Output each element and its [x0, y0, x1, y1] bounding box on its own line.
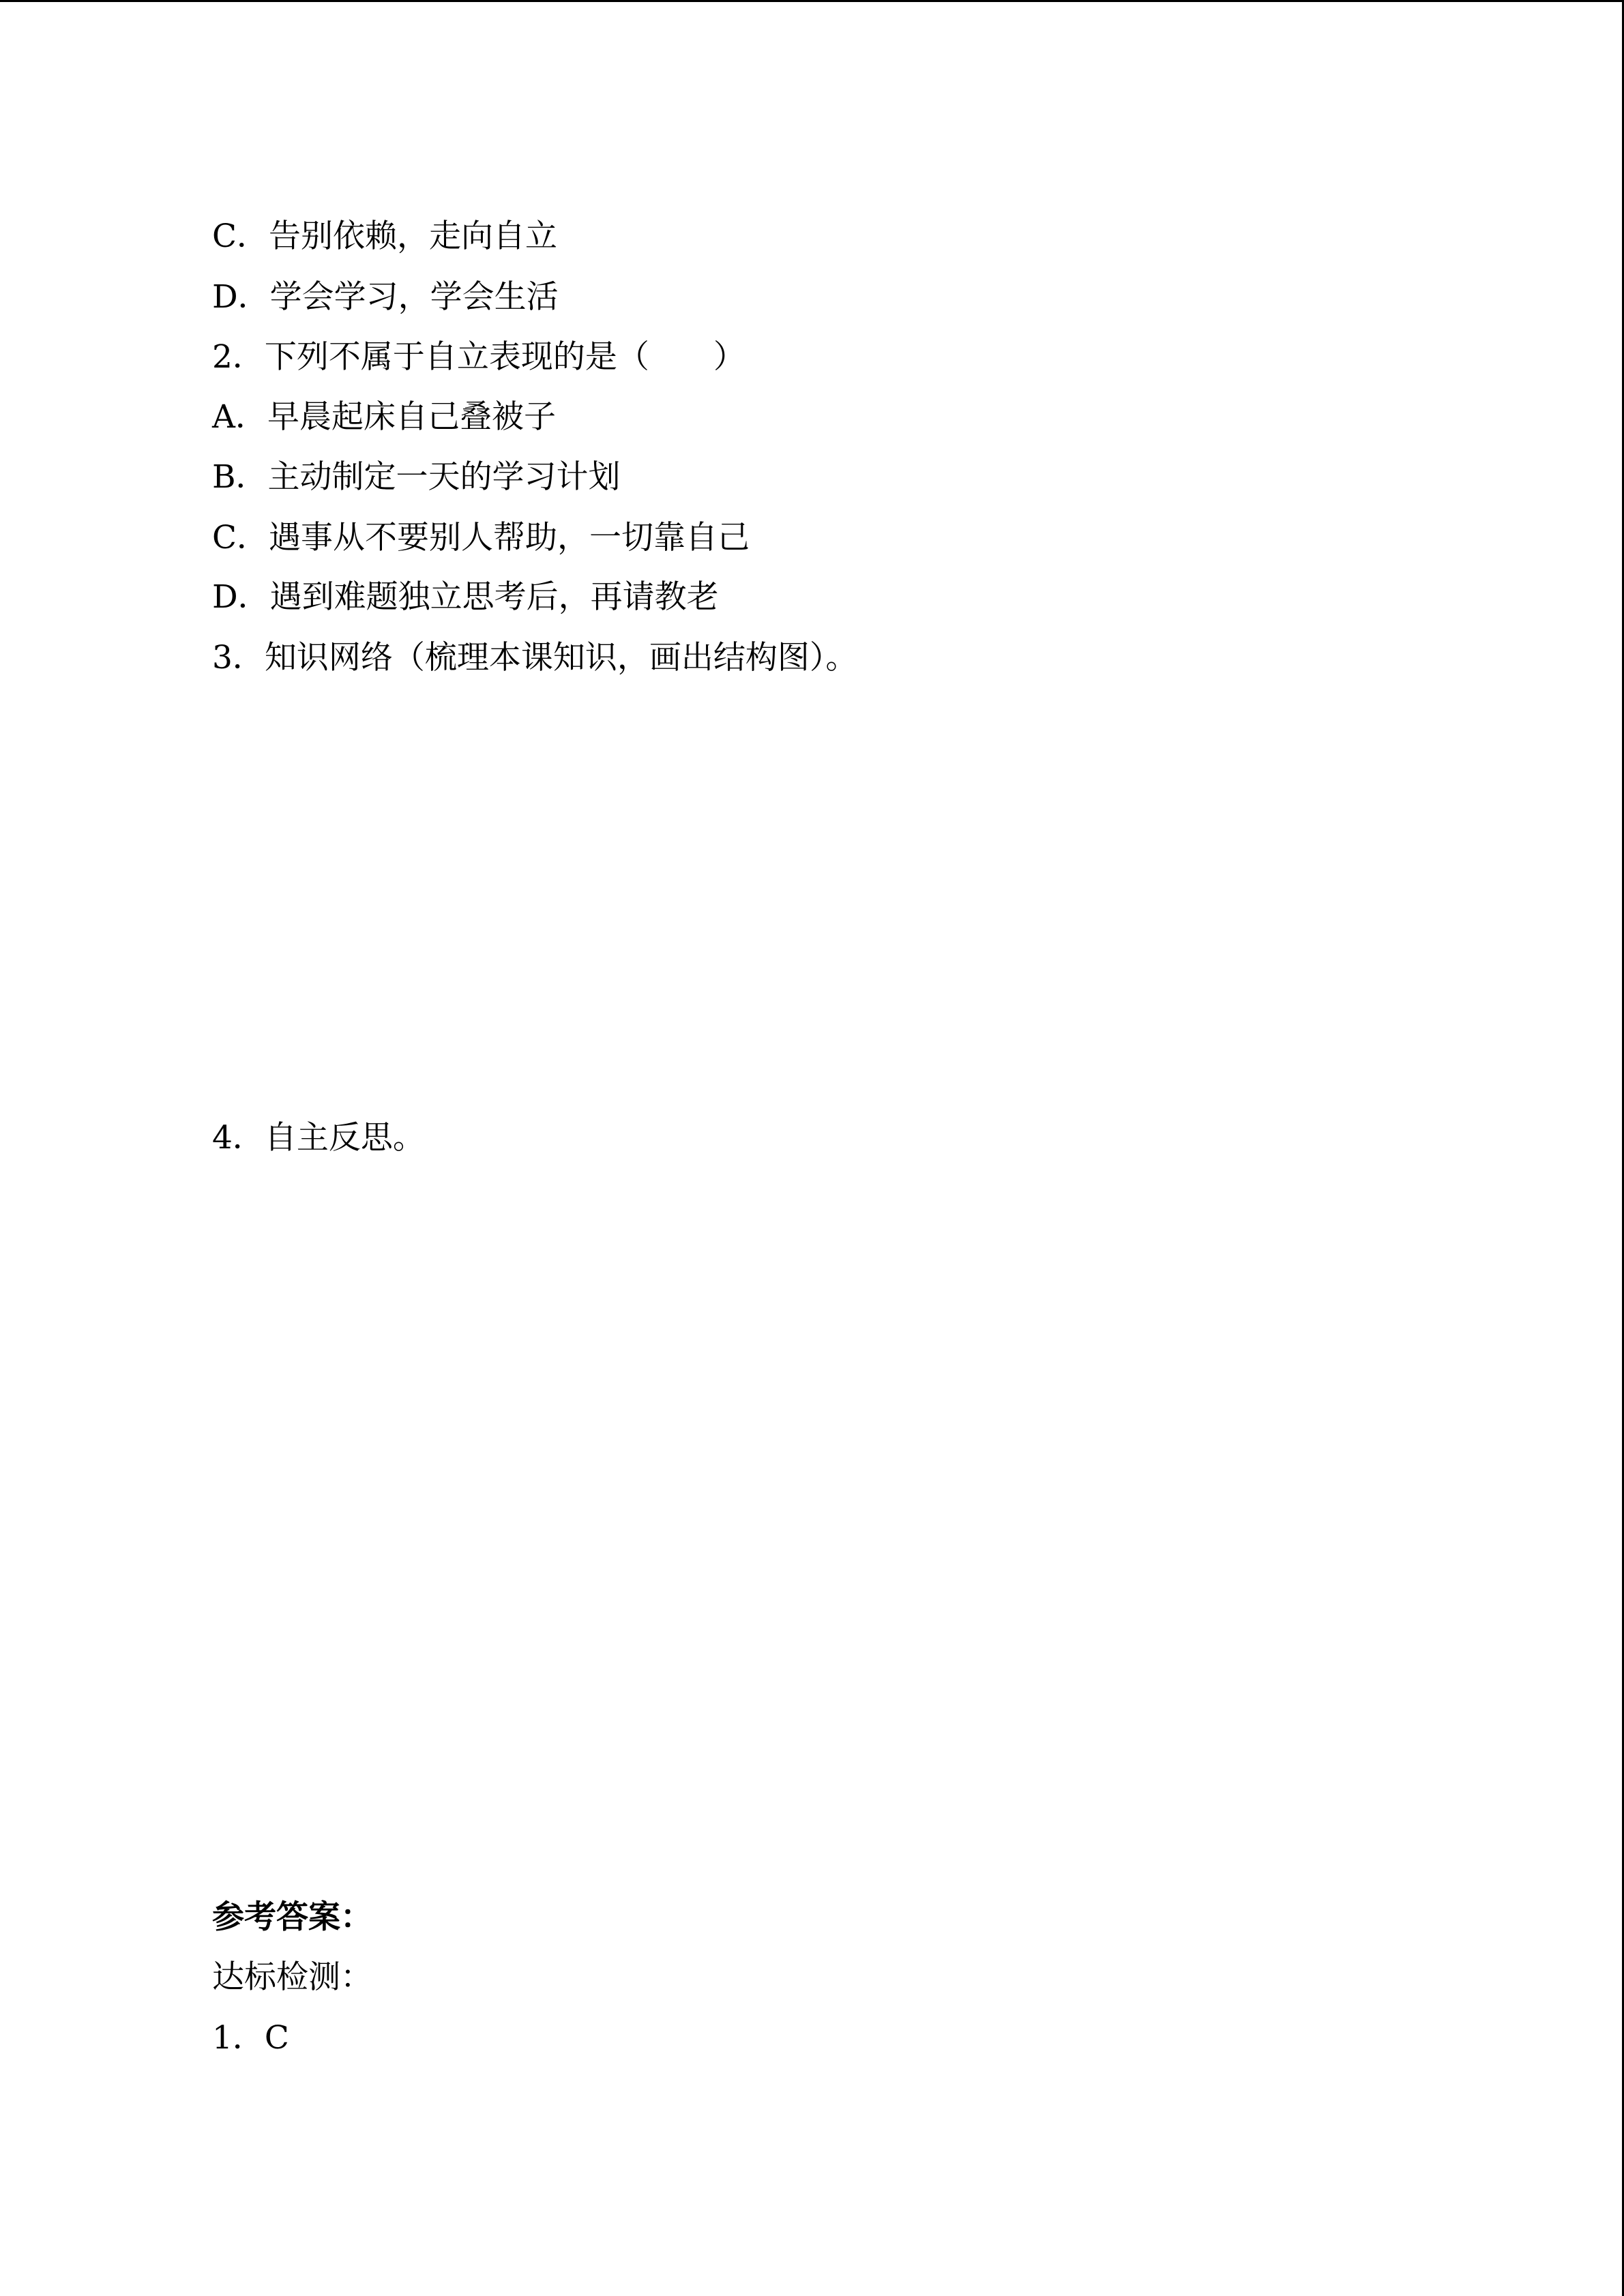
- option-b-q2: B．主动制定一天的学习计划: [212, 458, 621, 496]
- answer-key-heading: 参考答案：: [212, 1898, 372, 1936]
- option-c-q1: C．告别依赖，走向自立: [212, 218, 557, 255]
- self-reflection-answer-space: [212, 1172, 1413, 1888]
- question-2: 2．下列不属于自立表现的是（ ）: [212, 338, 745, 376]
- knowledge-network-answer-space: [212, 691, 1413, 1114]
- option-a-q2: A．早晨起床自己叠被子: [212, 398, 556, 436]
- answer-1: 1．C: [212, 2019, 289, 2057]
- option-d-q2: D．遇到难题独立思考后，再请教老: [212, 578, 719, 616]
- option-c-q2: C．遇事从不要别人帮助，一切靠自己: [212, 519, 750, 556]
- assessment-heading: 达标检测：: [212, 1958, 372, 1996]
- question-4-self-reflection: 4．自主反思。: [212, 1119, 425, 1157]
- question-3-knowledge-network: 3．知识网络（梳理本课知识，画出结构图）。: [212, 639, 858, 676]
- option-d-q1: D．学会学习，学会生活: [212, 278, 559, 316]
